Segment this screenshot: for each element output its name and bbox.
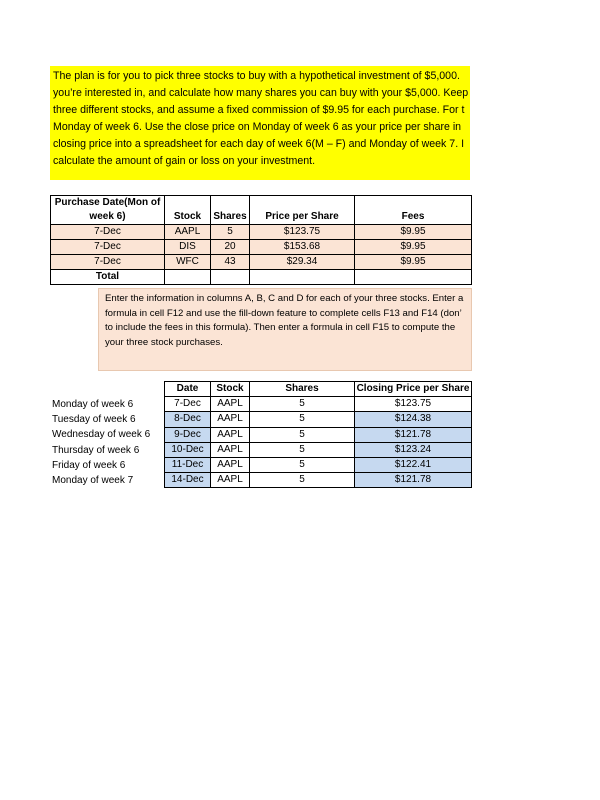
stock-header[interactable]: Stock [165,196,211,225]
closing-price-cell[interactable]: $121.78 [355,427,472,442]
stock-cell[interactable]: AAPL [211,457,250,472]
price-header[interactable]: Price per Share [250,196,355,225]
day-label[interactable]: Friday of week 6 [52,459,126,471]
instructions-line: Monday of week 6. Use the close price on Monday of week 6 as your price per share in [53,121,462,133]
table-row [165,412,472,427]
closing-price-header[interactable]: Closing Price per Share [355,382,472,397]
stock-header[interactable]: Stock [211,382,250,397]
table-row [165,427,472,442]
shares-cell[interactable]: 5 [250,473,355,488]
day-labels [52,397,150,488]
shares-cell[interactable]: 5 [250,397,355,412]
total-label[interactable]: Total [51,270,165,285]
total-row [51,270,472,285]
instructions-line: The plan is for you to pick three stocks to buy with a hypothetical investment of $5,000. [53,70,460,82]
table-row [165,473,472,488]
note-line: formula in cell F12 and use the fill-down feature to complete cells F13 and F14 (don’ [105,307,462,319]
closing-price-cell[interactable]: $123.24 [355,442,472,457]
instructions-line: closing price into a spreadsheet for each day of week 6(M – F) and Monday of week 7. I [53,138,465,150]
date-cell[interactable]: 10-Dec [165,442,211,457]
date-header[interactable]: Date [165,382,211,397]
fees-cell[interactable]: $9.95 [355,255,472,270]
purchase-date-cell[interactable]: 7-Dec [51,255,165,270]
note-line: Enter the information in columns A, B, C and D for each of your three stocks. Enter a [105,293,464,304]
instructions-line: calculate the amount of gain or loss on your investment. [53,155,316,167]
date-cell[interactable]: 9-Dec [165,427,211,442]
instructions-box [50,66,470,180]
stock-cell[interactable]: AAPL [165,225,211,240]
shares-header[interactable]: Shares [250,382,355,397]
shares-cell[interactable]: 5 [250,442,355,457]
table-row [165,442,472,457]
stock-cell[interactable]: AAPL [211,397,250,412]
closing-price-cell[interactable]: $123.75 [355,397,472,412]
table-row [165,397,472,412]
day-label[interactable]: Tuesday of week 6 [52,414,136,426]
note-line: to include the fees in this formula). Then enter a formula in cell F15 to compute the [105,322,456,333]
price-cell[interactable]: $29.34 [250,255,355,270]
purchase-date-header-line1: Purchase Date(Mon of [54,197,161,208]
note-line: your three stock purchases. [105,336,223,348]
table-row [51,225,472,240]
date-cell[interactable]: 7-Dec [165,397,211,412]
closing-price-cell[interactable]: $122.41 [355,457,472,472]
table-row [51,240,472,255]
shares-cell[interactable]: 5 [250,427,355,442]
purchase-date-header[interactable] [51,196,165,225]
closing-price-cell[interactable]: $124.38 [355,412,472,427]
closing-price-cell[interactable]: $121.78 [355,473,472,488]
purchase-date-header-line2: week 6) [89,211,126,222]
day-label[interactable]: Monday of week 7 [52,474,134,486]
stock-cell[interactable]: AAPL [211,473,250,488]
date-cell[interactable]: 11-Dec [165,457,211,472]
shares-cell[interactable]: 5 [211,225,250,240]
purchase-table [50,195,472,285]
purchase-date-cell[interactable]: 7-Dec [51,225,165,240]
stock-cell[interactable]: DIS [165,240,211,255]
total-stock-cell[interactable] [165,270,211,285]
total-price-cell[interactable] [250,270,355,285]
shares-header[interactable]: Shares [211,196,250,225]
shares-cell[interactable]: 5 [250,457,355,472]
instructions-text [50,66,470,170]
instructions-line: three different stocks, and assume a fixed commission of $9.95 for each purchase. For t [53,104,465,116]
instructions-line: you’re interested in, and calculate how many shares you can buy with your $5,000. Keep [53,87,469,99]
date-cell[interactable]: 14-Dec [165,473,211,488]
fees-header[interactable]: Fees [355,196,472,225]
table-row [165,457,472,472]
fees-cell[interactable]: $9.95 [355,240,472,255]
day-label[interactable]: Thursday of week 6 [52,444,140,456]
day-label[interactable]: Monday of week 6 [52,399,134,410]
daily-price-table [164,381,472,488]
instruction-note [98,288,472,371]
stock-cell[interactable]: AAPL [211,442,250,457]
stock-cell[interactable]: WFC [165,255,211,270]
stock-cell[interactable]: AAPL [211,427,250,442]
day-label[interactable]: Wednesday of week 6 [52,429,151,441]
shares-cell[interactable]: 5 [250,412,355,427]
table-row [51,255,472,270]
purchase-date-cell[interactable]: 7-Dec [51,240,165,255]
daily-header-row [165,382,472,397]
shares-cell[interactable]: 43 [211,255,250,270]
price-cell[interactable]: $123.75 [250,225,355,240]
note-text [99,289,471,350]
stock-cell[interactable]: AAPL [211,412,250,427]
shares-cell[interactable]: 20 [211,240,250,255]
total-fees-cell[interactable] [355,270,472,285]
price-cell[interactable]: $153.68 [250,240,355,255]
total-shares-cell[interactable] [211,270,250,285]
purchase-header-row [51,196,472,225]
date-cell[interactable]: 8-Dec [165,412,211,427]
fees-cell[interactable]: $9.95 [355,225,472,240]
